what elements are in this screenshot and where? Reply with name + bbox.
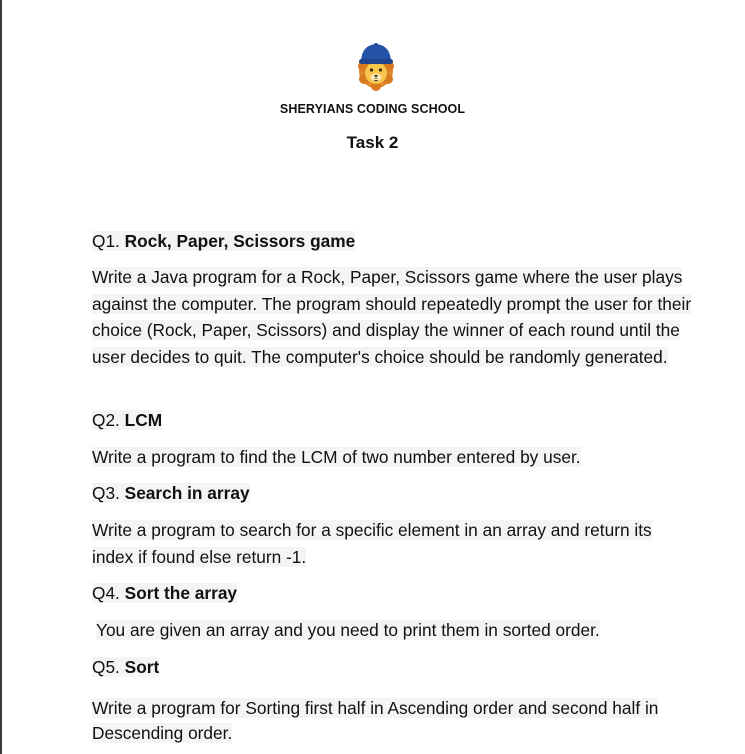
question-heading-q3 [92, 481, 250, 505]
question-body-q4 [96, 617, 696, 644]
question-title: Sort the array [124, 583, 238, 603]
question-title: Rock, Paper, Scissors game [124, 231, 356, 251]
question-number: Q1. [92, 231, 120, 251]
question-title: LCM [124, 410, 163, 430]
question-body-text: Write a program for Sorting first half in Ascending order and second half in Descending order. [92, 698, 659, 743]
question-heading-q1 [92, 229, 355, 253]
question-body-text: You are given an array and you need to print them in sorted order. [96, 620, 600, 640]
question-body-text: Write a program to search for a specific element in an array and return its index if found else return -1. [92, 520, 652, 567]
question-number: Q4. [92, 583, 120, 603]
question-heading-q5 [92, 655, 159, 679]
question-number: Q5. [92, 657, 120, 677]
question-body-q1 [92, 264, 692, 370]
question-heading-q2 [92, 408, 162, 432]
question-body-text: Write a Java program for a Rock, Paper, Scissors game where the user plays against the computer. The program should repeatedly prompt the user for their choice (Rock, Paper, Scissors) and display the winner of each round until the user decides to quit. The computer's choice should be randomly generated. [92, 267, 692, 367]
question-body-q2 [92, 444, 692, 471]
question-heading-q4 [92, 581, 237, 605]
question-number: Q2. [92, 410, 120, 430]
school-name: SHERYIANS CODING SCHOOL [279, 102, 466, 116]
question-number: Q3. [92, 483, 120, 503]
question-title: Search in array [124, 483, 250, 503]
task-title: Task 2 [346, 133, 399, 152]
question-title: Sort [124, 657, 160, 677]
question-body-q5 [92, 696, 692, 745]
lion-cap-logo-icon [354, 40, 398, 92]
question-body-text: Write a program to find the LCM of two number entered by user. [92, 447, 581, 467]
question-body-q3 [92, 517, 692, 570]
